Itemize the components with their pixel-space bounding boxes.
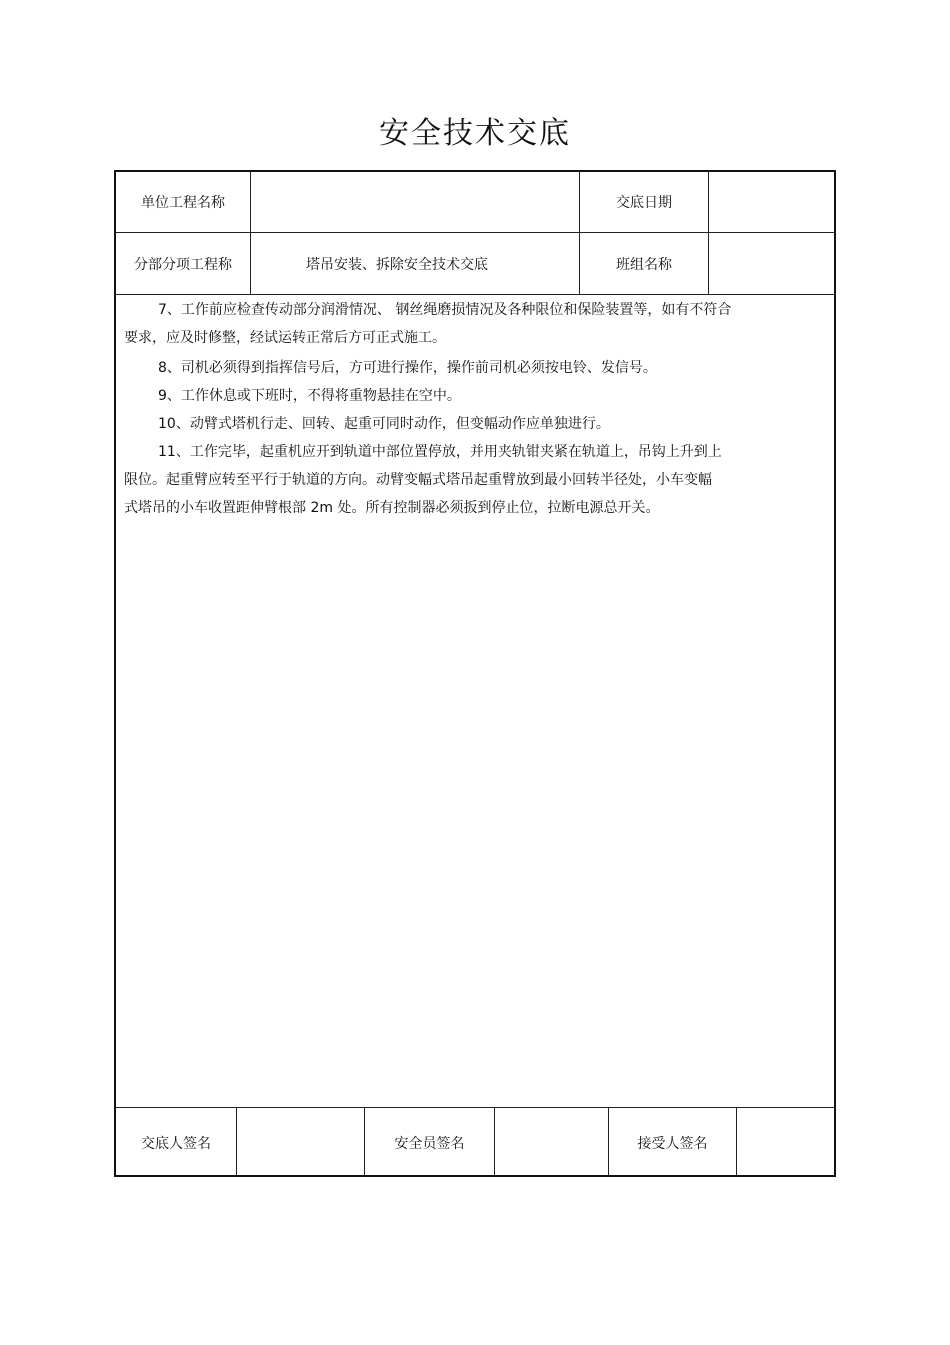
content-line: 8、司机必须得到指挥信号后，方可进行操作，操作前司机必须按电铃、发信号。 [158, 360, 657, 376]
content-line: 式塔吊的小车收置距伸臂根部 2m 处。所有控制器必须扳到停止位，拉断电源总开关。 [124, 500, 660, 516]
team-label: 班组名称 [616, 256, 672, 273]
receiver-signature-label: 接受人签名 [637, 1135, 708, 1152]
receiver-signature-field[interactable] [737, 1108, 836, 1177]
discloser-signature-field[interactable] [237, 1108, 364, 1177]
content-line: 7、工作前应检查传动部分润滑情况、 钢丝绳磨损情况及各种限位和保险装置等，如有不符合 [158, 302, 732, 318]
sub-project-label: 分部分项工程称 [134, 256, 232, 273]
document-title: 安全技术交底 [379, 116, 571, 151]
safety-officer-signature-field[interactable] [495, 1108, 608, 1177]
date-field[interactable] [709, 172, 836, 232]
row-divider [116, 294, 834, 295]
unit-project-label: 单位工程名称 [141, 195, 225, 211]
content-line: 限位。起重臂应转至平行于轨道的方向。动臂变幅式塔吊起重臂放到最小回转半径处，小车变幅 [124, 472, 712, 488]
content-line: 10、动臂式塔机行走、回转、起重可同时动作，但变幅动作应单独进行。 [158, 416, 610, 432]
discloser-signature-label: 交底人签名 [141, 1135, 211, 1152]
date-label: 交底日期 [616, 195, 672, 211]
safety-officer-signature-label: 安全员签名 [394, 1135, 465, 1152]
team-field[interactable] [709, 233, 836, 294]
content-line: 9、工作休息或下班时，不得将重物悬挂在空中。 [158, 388, 461, 404]
unit-project-field[interactable] [251, 172, 579, 232]
disclosure-table [114, 170, 836, 1177]
disclosure-content [124, 296, 814, 522]
content-line: 11、工作完毕，起重机应开到轨道中部位置停放，并用夹轨钳夹紧在轨道上，吊钩上升到上 [158, 444, 722, 460]
content-line: 要求，应及时修整，经试运转正常后方可正式施工。 [124, 330, 446, 346]
sub-project-field[interactable]: 塔吊安装、拆除安全技术交底 [306, 256, 488, 273]
